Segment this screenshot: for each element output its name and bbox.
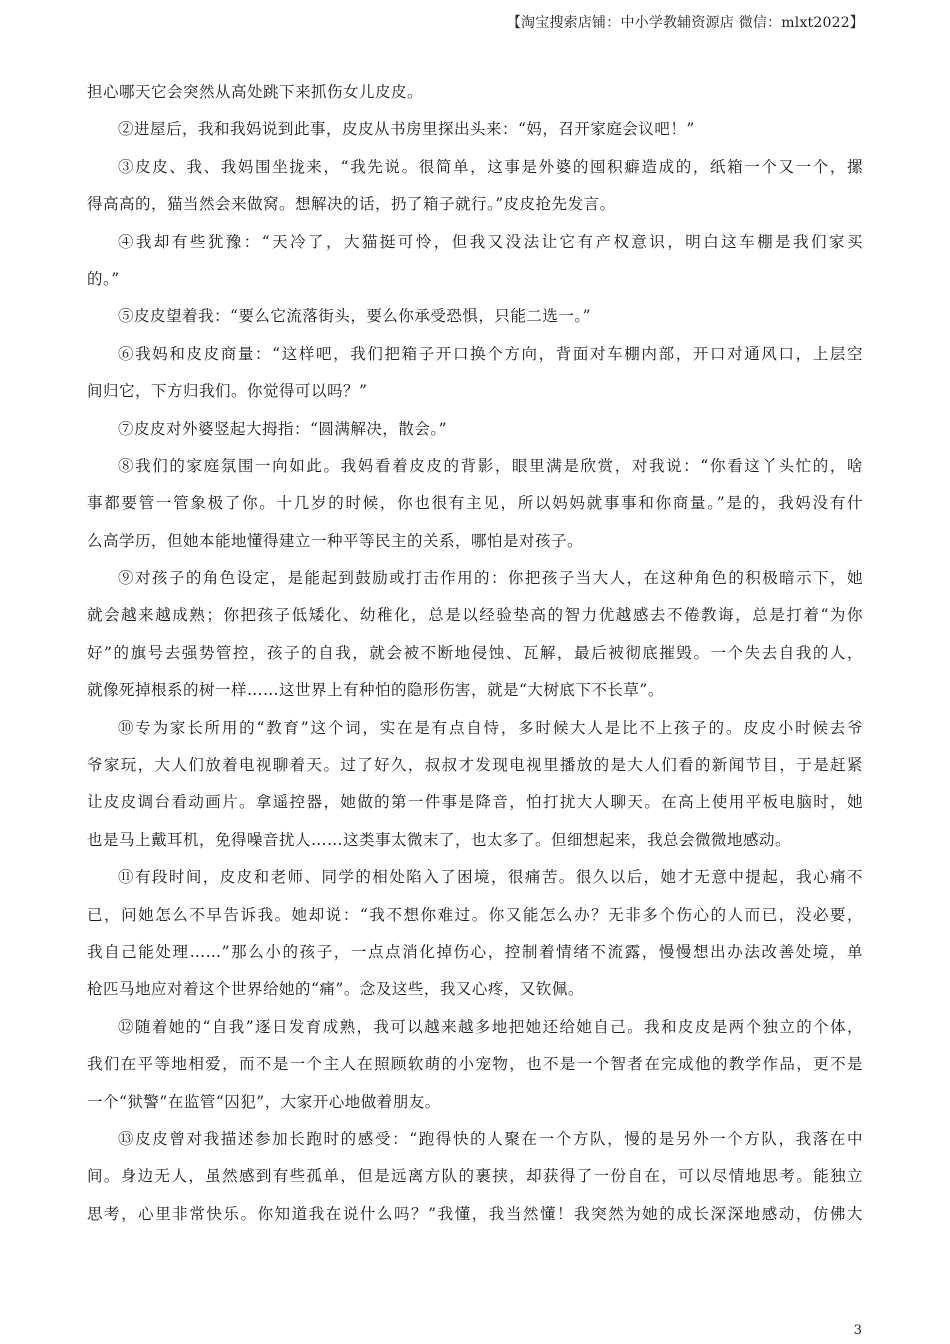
text-line: ③皮皮、我、我妈围坐拢来，“我先说。很简单，这事是外婆的囤积癖造成的，纸箱一个又一个，摞 <box>118 157 863 176</box>
text-line: 枪匹马地应对着这个世界给她的“痛”。念及这些，我又心疼，又钦佩。 <box>87 980 584 999</box>
text-line: 得高高的，猫当然会来做窝。想解决的话，扔了箱子就行。”皮皮抢先发言。 <box>87 195 616 214</box>
text-line: ⑩专为家长所用的“教育”这个词，实在是有点自恃，多时候大人是比不上孩子的。皮皮小时候去爷 <box>118 718 863 737</box>
text-line: 事都要管一管象极了你。十几岁的时候，你也很有主见，所以妈妈就事事和你商量。”是的，我妈没有什 <box>87 494 863 513</box>
text-line: 担心哪天它会突然从高处跳下来抓伤女儿皮皮。 <box>87 83 424 101</box>
text-line: ⑥我妈和皮皮商量：“这样吧，我们把箱子开口换个方向，背面对车棚内部，开口对通风口，上层空 <box>118 344 863 363</box>
article-body <box>87 74 863 1233</box>
text-line: 我自己能处理……”那么小的孩子，一点点消化掉伤心，控制着情绪不流露，慢慢想出办法改善处境，单 <box>87 942 863 961</box>
text-line: 就像死掉根系的树一样……这世界上有种怕的隐形伤害，就是“大树底下不长草”。 <box>87 681 664 700</box>
text-line: ⑬皮皮曾对我描述参加长跑时的感受：“跑得快的人聚在一个方队，慢的是另外一个方队，我落在中 <box>118 1129 863 1148</box>
text-line: 也是马上戴耳机，免得噪音扰人……这类事太微末了，也太多了。但细想起来，我总会微微地感动。 <box>87 830 792 849</box>
text-line: 我们在平等地相爱，而不是一个主人在照顾软萌的小宠物，也不是一个智者在完成他的教学作品，更不是 <box>87 1055 863 1074</box>
text-line: 间。身边无人，虽然感到有些孤单，但是远离方队的裹挟，却获得了一份自在，可以尽情地思考。能独立 <box>87 1167 863 1186</box>
text-line: ⑤皮皮望着我：“要么它流落街头，要么你承受恐惧，只能二选一。” <box>118 307 592 326</box>
text-line: 间归它，下方归我们。你觉得可以吗？” <box>87 382 368 401</box>
text-line: 就会越来越成熟；你把孩子低矮化、幼稚化，总是以经验垫高的智力优越感去不倦教诲，总是打着“为你 <box>87 606 863 625</box>
text-line: 让皮皮调台看动画片。拿遥控器，她做的第一件事是降音，怕打扰大人聊天。在高上使用平板电脑时，她 <box>87 793 863 812</box>
text-line: ⑪有段时间，皮皮和老师、同学的相处陷入了困境，很痛苦。很久以后，她才无意中提起，我心痛不 <box>118 868 863 887</box>
text-line: 思考，心里非常快乐。你知道我在说什么吗？”我懂，我当然懂！我突然为她的成长深深地感动，仿佛大 <box>87 1204 863 1223</box>
text-line: ④我却有些犹豫：“天冷了，大猫挺可怜，但我又没法让它有产权意识，明白这车棚是我们家买 <box>118 232 863 251</box>
text-line: 一个“狱警”在监管“囚犯”，大家开心地做着朋友。 <box>87 1092 441 1111</box>
text-line: ⑦皮皮对外婆竖起大拇指：“圆满解决，散会。” <box>118 419 448 438</box>
text-line: 已，问她怎么不早告诉我。她却说：“我不想你难过。你又能怎么办？无非多个伤心的人而已，没必要， <box>87 905 863 924</box>
text-line: ⑧我们的家庭氛围一向如此。我妈看着皮皮的背影，眼里满是欣赏，对我说：“你看这丫头忙的，啥 <box>118 456 863 475</box>
text-line: 爷家玩，大人们放着电视聊着天。过了好久，叔叔才发现电视里播放的是大人们看的新闻节目，于是赶紧 <box>87 756 863 775</box>
page-header-watermark: 【淘宝搜索店铺：中小学教辅资源店 微信：mlxt2022】 <box>506 15 864 31</box>
text-line: ⑨对孩子的角色设定，是能起到鼓励或打击作用的：你把孩子当大人，在这种角色的积极暗示下，她 <box>118 569 863 588</box>
page-number: 3 <box>853 1323 862 1338</box>
text-line: ②进屋后，我和我妈说到此事，皮皮从书房里探出头来：“妈，召开家庭会议吧！” <box>118 120 695 139</box>
text-line: 么高学历，但她本能地懂得建立一种平等民主的关系，哪怕是对孩子。 <box>87 531 584 550</box>
text-line: 好”的旗号去强势管控，孩子的自我，就会被不断地侵蚀、瓦解，最后被彻底摧毁。一个失去自我的人， <box>87 643 863 662</box>
text-line: 的。” <box>87 269 120 288</box>
text-line: ⑫随着她的“自我”逐日发育成熟，我可以越来越多地把她还给她自己。我和皮皮是两个独立的个体， <box>118 1017 863 1036</box>
